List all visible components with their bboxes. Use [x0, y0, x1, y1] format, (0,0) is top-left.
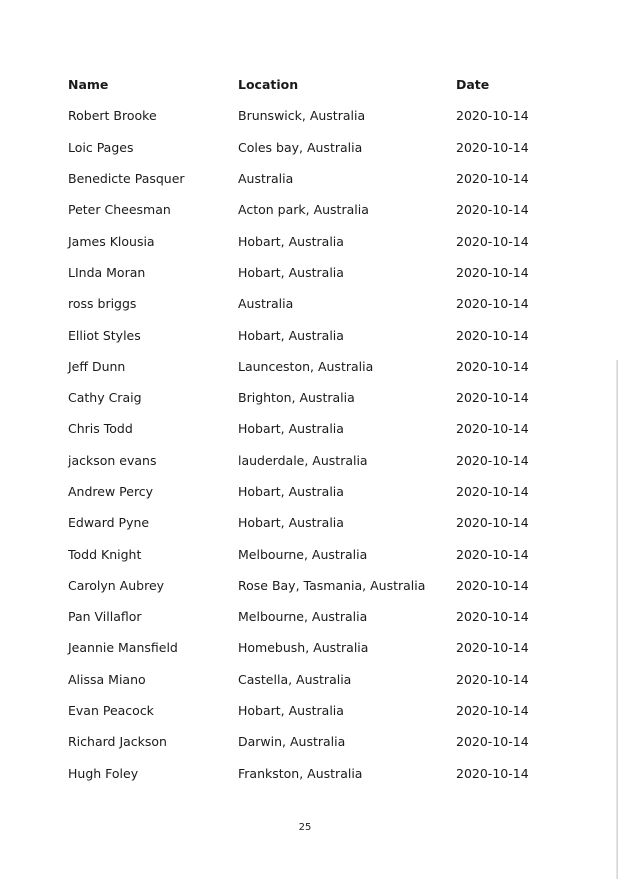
- signatures-table: [62, 69, 576, 789]
- cell-name: Jeannie Mansfield: [68, 640, 178, 656]
- table-row: [62, 132, 576, 163]
- cell-name: Hugh Foley: [68, 765, 139, 781]
- cell-location: Hobart, Australia: [238, 703, 344, 719]
- cell-date: 2020-10-14: [456, 108, 529, 124]
- cell-date: 2020-10-14: [456, 640, 529, 656]
- cell-location: Brunswick, Australia: [238, 108, 366, 124]
- cell-date: 2020-10-14: [456, 358, 529, 374]
- cell-location: Coles bay, Australia: [238, 139, 363, 155]
- table-row: [62, 476, 576, 507]
- cell-location: Homebush, Australia: [238, 640, 369, 656]
- cell-date: 2020-10-14: [456, 390, 529, 406]
- cell-location: Australia: [238, 171, 294, 187]
- column-header-location: Location: [238, 77, 299, 93]
- table-row: [62, 664, 576, 695]
- table-row: [62, 507, 576, 538]
- table-row: [62, 351, 576, 382]
- table-row: [62, 538, 576, 569]
- cell-name: Benedicte Pasquer: [68, 171, 185, 187]
- cell-location: Hobart, Australia: [238, 421, 344, 437]
- column-header-name: Name: [68, 77, 109, 93]
- cell-name: James Klousia: [68, 233, 155, 249]
- cell-date: 2020-10-14: [456, 233, 529, 249]
- cell-date: 2020-10-14: [456, 609, 529, 625]
- table-row: [62, 382, 576, 413]
- cell-name: Evan Peacock: [68, 703, 154, 719]
- cell-location: Launceston, Australia: [238, 358, 374, 374]
- cell-name: Pan Villaflor: [68, 609, 142, 625]
- cell-location: Brighton, Australia: [238, 390, 355, 406]
- cell-date: 2020-10-14: [456, 296, 529, 312]
- cell-location: Melbourne, Australia: [238, 546, 368, 562]
- cell-location: Castella, Australia: [238, 671, 352, 687]
- table-row: [62, 319, 576, 350]
- cell-location: Acton park, Australia: [238, 202, 369, 218]
- cell-name: Jeff Dunn: [68, 358, 126, 374]
- cell-name: Andrew Percy: [68, 484, 154, 499]
- cell-location: Australia: [238, 296, 294, 312]
- cell-name: Richard Jackson: [68, 734, 167, 750]
- cell-location: Rose Bay, Tasmania, Australia: [238, 577, 426, 593]
- cell-date: 2020-10-14: [456, 515, 529, 531]
- cell-name: Alissa Miano: [68, 671, 146, 687]
- column-header-date: Date: [456, 77, 490, 93]
- table-row: [62, 413, 576, 444]
- page-edge-shadow: [616, 360, 618, 879]
- cell-date: 2020-10-14: [456, 171, 529, 187]
- cell-date: 2020-10-14: [456, 671, 529, 687]
- cell-date: 2020-10-14: [456, 202, 529, 218]
- page-number: 25: [298, 822, 312, 833]
- cell-location: Hobart, Australia: [238, 327, 344, 343]
- table-row: [62, 726, 576, 757]
- cell-date: 2020-10-14: [456, 327, 529, 343]
- cell-name: Robert Brooke: [68, 108, 157, 124]
- table-row: [62, 758, 576, 789]
- table-body: [62, 100, 576, 789]
- cell-location: lauderdale, Australia: [238, 452, 368, 468]
- cell-date: 2020-10-14: [456, 484, 529, 499]
- table-row: [62, 632, 576, 663]
- cell-date: 2020-10-14: [456, 264, 529, 280]
- cell-name: LInda Moran: [68, 264, 146, 280]
- cell-location: Darwin, Australia: [238, 734, 346, 750]
- table-header: [62, 69, 576, 100]
- table-row: [62, 695, 576, 726]
- table-row: [62, 570, 576, 601]
- cell-name: Edward Pyne: [68, 515, 150, 531]
- cell-date: 2020-10-14: [456, 703, 529, 719]
- cell-date: 2020-10-14: [456, 546, 529, 562]
- cell-name: Loic Pages: [68, 139, 134, 155]
- cell-location: Melbourne, Australia: [238, 609, 368, 625]
- cell-location: Hobart, Australia: [238, 264, 344, 280]
- cell-date: 2020-10-14: [456, 452, 529, 468]
- cell-location: Hobart, Australia: [238, 484, 344, 499]
- cell-name: Carolyn Aubrey: [68, 577, 165, 593]
- cell-name: jackson evans: [68, 452, 157, 468]
- header-row: [62, 69, 576, 100]
- table-row: [62, 225, 576, 256]
- cell-name: Chris Todd: [68, 421, 133, 437]
- cell-name: ross briggs: [68, 296, 137, 312]
- table-row: [62, 288, 576, 319]
- cell-location: Frankston, Australia: [238, 765, 363, 781]
- cell-location: Hobart, Australia: [238, 515, 344, 531]
- cell-location: Hobart, Australia: [238, 233, 344, 249]
- cell-name: Todd Knight: [68, 546, 142, 562]
- table-row: [62, 194, 576, 225]
- table-row: [62, 163, 576, 194]
- table-row: [62, 445, 576, 476]
- cell-name: Cathy Craig: [68, 390, 142, 406]
- cell-name: Elliot Styles: [68, 327, 141, 343]
- cell-name: Peter Cheesman: [68, 202, 171, 218]
- table-row: [62, 601, 576, 632]
- cell-date: 2020-10-14: [456, 734, 529, 750]
- cell-date: 2020-10-14: [456, 139, 529, 155]
- cell-date: 2020-10-14: [456, 577, 529, 593]
- cell-date: 2020-10-14: [456, 765, 529, 781]
- cell-date: 2020-10-14: [456, 421, 529, 437]
- table-row: [62, 100, 576, 131]
- table-row: [62, 257, 576, 288]
